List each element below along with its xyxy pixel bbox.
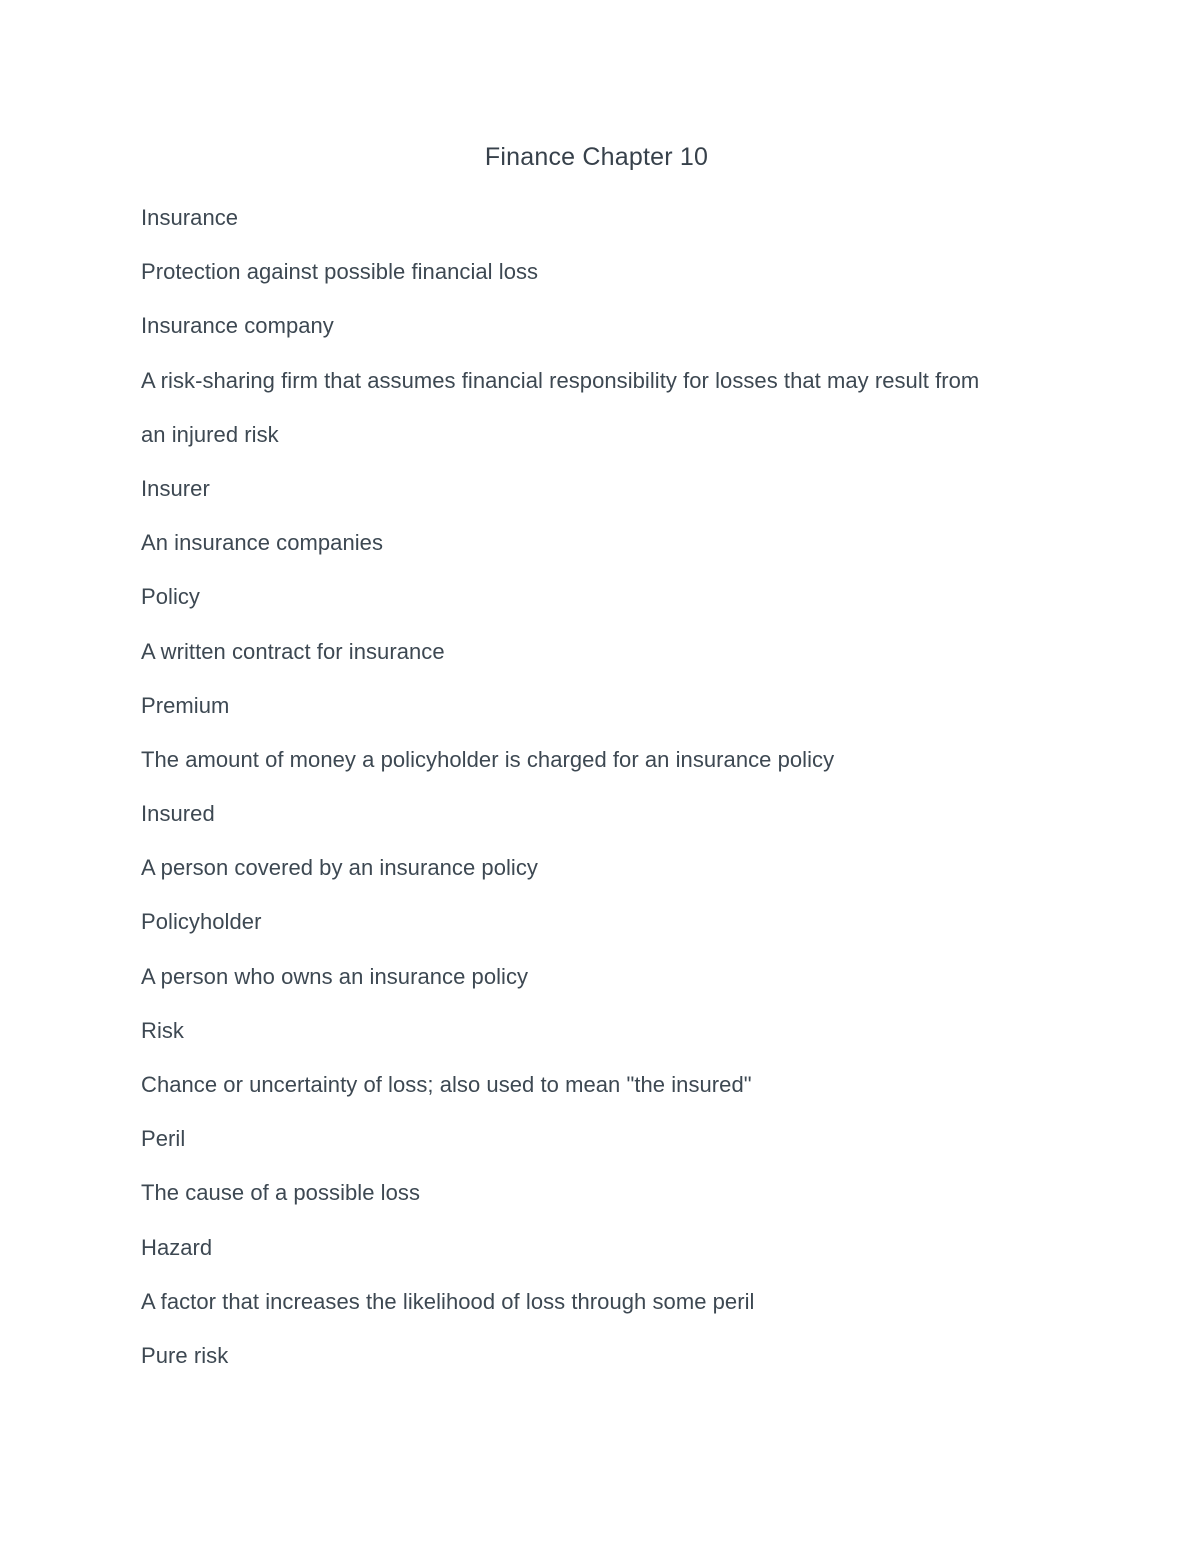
term-line: Pure risk [141,1342,229,1368]
term-line: Insurer [141,475,210,501]
definition-line: Protection against possible financial loss [141,259,539,285]
definition-line: an injured risk [141,421,279,447]
document-title: Finance Chapter 10 [484,143,709,171]
term-definition-list [141,200,1061,1392]
term-line: Premium [141,692,230,718]
definition-line: A person covered by an insurance policy [141,855,538,881]
definition-line: The amount of money a policyholder is charged for an insurance policy [141,746,835,772]
definition-line: Chance or uncertainty of loss; also used to mean "the insured" [141,1072,752,1097]
definition-line: A factor that increases the likelihood of loss through some peril [141,1288,755,1314]
term-line: Policy [141,584,200,610]
term-line: Insurance [141,205,239,230]
term-line: Insured [141,801,215,827]
term-line: Risk [141,1017,184,1043]
definition-line: An insurance companies [141,530,384,556]
term-line: Insurance company [141,313,334,339]
term-line: Peril [141,1126,186,1152]
term-line: Hazard [141,1234,213,1260]
definition-line: A written contract for insurance [141,638,445,664]
definition-line: A person who owns an insurance policy [141,963,529,989]
definition-line: The cause of a possible loss [141,1180,420,1206]
definition-line: A risk-sharing firm that assumes financial responsibility for losses that may result from [141,367,980,393]
term-line: Policyholder [141,909,262,935]
